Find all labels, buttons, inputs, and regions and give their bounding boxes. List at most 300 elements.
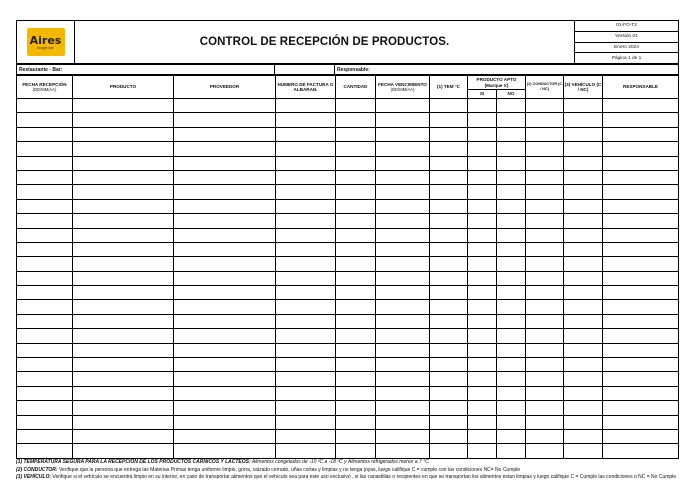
entry-cell[interactable] — [603, 300, 679, 314]
entry-cell[interactable] — [526, 257, 564, 271]
entry-cell[interactable] — [73, 99, 174, 113]
entry-cell[interactable] — [497, 113, 526, 127]
entry-cell[interactable] — [526, 271, 564, 285]
entry-cell[interactable] — [73, 286, 174, 300]
entry-cell[interactable] — [174, 286, 276, 300]
entry-cell[interactable] — [497, 329, 526, 343]
entry-cell[interactable] — [73, 228, 174, 242]
entry-cell[interactable] — [603, 242, 679, 256]
entry-cell[interactable] — [17, 185, 73, 199]
entry-cell[interactable] — [276, 329, 336, 343]
entry-cell[interactable] — [430, 343, 468, 357]
entry-cell[interactable] — [564, 257, 603, 271]
entry-cell[interactable] — [526, 444, 564, 458]
entry-cell[interactable] — [430, 314, 468, 328]
entry-cell[interactable] — [603, 343, 679, 357]
entry-cell[interactable] — [564, 271, 603, 285]
entry-cell[interactable] — [564, 401, 603, 415]
entry-cell[interactable] — [376, 142, 430, 156]
entry-cell[interactable] — [497, 415, 526, 429]
entry-cell[interactable] — [564, 372, 603, 386]
entry-cell[interactable] — [430, 99, 468, 113]
entry-cell[interactable] — [17, 170, 73, 184]
entry-cell[interactable] — [376, 343, 430, 357]
entry-cell[interactable] — [276, 156, 336, 170]
entry-cell[interactable] — [376, 415, 430, 429]
entry-cell[interactable] — [430, 257, 468, 271]
entry-cell[interactable] — [497, 199, 526, 213]
entry-cell[interactable] — [603, 127, 679, 141]
entry-cell[interactable] — [276, 343, 336, 357]
entry-cell[interactable] — [430, 156, 468, 170]
entry-cell[interactable] — [336, 214, 376, 228]
entry-cell[interactable] — [174, 257, 276, 271]
entry-cell[interactable] — [376, 214, 430, 228]
entry-cell[interactable] — [276, 415, 336, 429]
entry-cell[interactable] — [174, 429, 276, 443]
entry-cell[interactable] — [603, 286, 679, 300]
entry-cell[interactable] — [376, 170, 430, 184]
entry-cell[interactable] — [17, 99, 73, 113]
entry-cell[interactable] — [603, 228, 679, 242]
entry-cell[interactable] — [603, 214, 679, 228]
entry-cell[interactable] — [276, 170, 336, 184]
entry-cell[interactable] — [174, 386, 276, 400]
entry-cell[interactable] — [468, 113, 497, 127]
entry-cell[interactable] — [603, 156, 679, 170]
entry-cell[interactable] — [376, 329, 430, 343]
entry-cell[interactable] — [17, 228, 73, 242]
entry-cell[interactable] — [336, 99, 376, 113]
entry-cell[interactable] — [468, 242, 497, 256]
entry-cell[interactable] — [526, 300, 564, 314]
entry-cell[interactable] — [526, 113, 564, 127]
entry-cell[interactable] — [174, 113, 276, 127]
entry-cell[interactable] — [564, 170, 603, 184]
entry-cell[interactable] — [468, 185, 497, 199]
entry-cell[interactable] — [336, 185, 376, 199]
entry-cell[interactable] — [336, 286, 376, 300]
entry-cell[interactable] — [497, 142, 526, 156]
entry-cell[interactable] — [336, 199, 376, 213]
entry-cell[interactable] — [497, 358, 526, 372]
entry-cell[interactable] — [468, 257, 497, 271]
entry-cell[interactable] — [526, 99, 564, 113]
entry-cell[interactable] — [376, 257, 430, 271]
entry-cell[interactable] — [497, 257, 526, 271]
entry-cell[interactable] — [336, 358, 376, 372]
entry-cell[interactable] — [468, 314, 497, 328]
entry-cell[interactable] — [430, 170, 468, 184]
entry-cell[interactable] — [526, 314, 564, 328]
entry-cell[interactable] — [526, 214, 564, 228]
entry-cell[interactable] — [17, 113, 73, 127]
entry-cell[interactable] — [603, 329, 679, 343]
entry-cell[interactable] — [564, 429, 603, 443]
entry-cell[interactable] — [174, 156, 276, 170]
entry-cell[interactable] — [174, 214, 276, 228]
entry-cell[interactable] — [276, 401, 336, 415]
entry-cell[interactable] — [526, 185, 564, 199]
entry-cell[interactable] — [17, 271, 73, 285]
entry-cell[interactable] — [564, 329, 603, 343]
entry-cell[interactable] — [17, 242, 73, 256]
entry-cell[interactable] — [497, 286, 526, 300]
entry-cell[interactable] — [526, 142, 564, 156]
entry-cell[interactable] — [564, 142, 603, 156]
entry-cell[interactable] — [430, 372, 468, 386]
entry-cell[interactable] — [73, 358, 174, 372]
entry-cell[interactable] — [603, 358, 679, 372]
entry-cell[interactable] — [526, 156, 564, 170]
entry-cell[interactable] — [276, 228, 336, 242]
entry-cell[interactable] — [526, 358, 564, 372]
entry-cell[interactable] — [336, 314, 376, 328]
entry-cell[interactable] — [526, 372, 564, 386]
entry-cell[interactable] — [336, 257, 376, 271]
entry-cell[interactable] — [276, 314, 336, 328]
entry-cell[interactable] — [276, 113, 336, 127]
entry-cell[interactable] — [564, 415, 603, 429]
entry-cell[interactable] — [497, 99, 526, 113]
entry-cell[interactable] — [376, 185, 430, 199]
entry-cell[interactable] — [17, 444, 73, 458]
entry-cell[interactable] — [564, 358, 603, 372]
entry-cell[interactable] — [376, 401, 430, 415]
entry-cell[interactable] — [603, 142, 679, 156]
entry-cell[interactable] — [276, 271, 336, 285]
entry-cell[interactable] — [376, 358, 430, 372]
entry-cell[interactable] — [336, 386, 376, 400]
entry-cell[interactable] — [17, 415, 73, 429]
entry-cell[interactable] — [73, 127, 174, 141]
entry-cell[interactable] — [17, 199, 73, 213]
entry-cell[interactable] — [564, 228, 603, 242]
entry-cell[interactable] — [468, 142, 497, 156]
entry-cell[interactable] — [603, 113, 679, 127]
entry-cell[interactable] — [73, 386, 174, 400]
entry-cell[interactable] — [276, 142, 336, 156]
entry-cell[interactable] — [497, 185, 526, 199]
entry-cell[interactable] — [603, 271, 679, 285]
entry-cell[interactable] — [468, 99, 497, 113]
entry-cell[interactable] — [468, 300, 497, 314]
entry-cell[interactable] — [73, 329, 174, 343]
entry-cell[interactable] — [497, 401, 526, 415]
entry-cell[interactable] — [497, 170, 526, 184]
entry-cell[interactable] — [468, 415, 497, 429]
entry-cell[interactable] — [564, 386, 603, 400]
entry-cell[interactable] — [17, 401, 73, 415]
entry-cell[interactable] — [73, 300, 174, 314]
entry-cell[interactable] — [174, 358, 276, 372]
entry-cell[interactable] — [174, 185, 276, 199]
entry-cell[interactable] — [174, 142, 276, 156]
entry-cell[interactable] — [468, 156, 497, 170]
entry-cell[interactable] — [276, 429, 336, 443]
entry-cell[interactable] — [276, 386, 336, 400]
entry-cell[interactable] — [497, 127, 526, 141]
entry-cell[interactable] — [73, 142, 174, 156]
entry-cell[interactable] — [430, 242, 468, 256]
entry-cell[interactable] — [564, 185, 603, 199]
entry-cell[interactable] — [497, 343, 526, 357]
entry-cell[interactable] — [564, 314, 603, 328]
entry-cell[interactable] — [497, 214, 526, 228]
entry-cell[interactable] — [276, 300, 336, 314]
entry-cell[interactable] — [430, 286, 468, 300]
entry-cell[interactable] — [73, 444, 174, 458]
entry-cell[interactable] — [276, 185, 336, 199]
entry-cell[interactable] — [174, 300, 276, 314]
entry-cell[interactable] — [603, 185, 679, 199]
entry-cell[interactable] — [430, 199, 468, 213]
entry-cell[interactable] — [73, 170, 174, 184]
entry-cell[interactable] — [336, 329, 376, 343]
entry-cell[interactable] — [73, 242, 174, 256]
entry-cell[interactable] — [526, 242, 564, 256]
restaurant-field[interactable]: Restaurante - Bar: — [17, 65, 275, 75]
entry-cell[interactable] — [376, 314, 430, 328]
entry-cell[interactable] — [497, 444, 526, 458]
entry-cell[interactable] — [526, 286, 564, 300]
entry-cell[interactable] — [603, 372, 679, 386]
entry-cell[interactable] — [376, 429, 430, 443]
entry-cell[interactable] — [603, 401, 679, 415]
entry-cell[interactable] — [376, 372, 430, 386]
entry-cell[interactable] — [497, 242, 526, 256]
entry-cell[interactable] — [497, 429, 526, 443]
entry-cell[interactable] — [468, 214, 497, 228]
entry-cell[interactable] — [73, 415, 174, 429]
entry-cell[interactable] — [73, 257, 174, 271]
entry-cell[interactable] — [174, 444, 276, 458]
entry-cell[interactable] — [376, 99, 430, 113]
entry-cell[interactable] — [336, 242, 376, 256]
entry-cell[interactable] — [430, 329, 468, 343]
entry-cell[interactable] — [430, 142, 468, 156]
entry-cell[interactable] — [603, 99, 679, 113]
entry-cell[interactable] — [497, 228, 526, 242]
entry-cell[interactable] — [603, 386, 679, 400]
entry-cell[interactable] — [468, 228, 497, 242]
entry-cell[interactable] — [174, 170, 276, 184]
entry-cell[interactable] — [526, 401, 564, 415]
entry-cell[interactable] — [73, 199, 174, 213]
entry-cell[interactable] — [526, 343, 564, 357]
entry-cell[interactable] — [174, 199, 276, 213]
entry-cell[interactable] — [526, 329, 564, 343]
entry-cell[interactable] — [526, 170, 564, 184]
entry-cell[interactable] — [564, 214, 603, 228]
entry-cell[interactable] — [564, 113, 603, 127]
entry-cell[interactable] — [603, 444, 679, 458]
entry-cell[interactable] — [468, 429, 497, 443]
entry-cell[interactable] — [526, 127, 564, 141]
entry-cell[interactable] — [376, 386, 430, 400]
entry-cell[interactable] — [430, 300, 468, 314]
entry-cell[interactable] — [497, 372, 526, 386]
entry-cell[interactable] — [174, 99, 276, 113]
entry-cell[interactable] — [276, 99, 336, 113]
entry-cell[interactable] — [276, 242, 336, 256]
entry-cell[interactable] — [276, 257, 336, 271]
entry-cell[interactable] — [174, 314, 276, 328]
entry-cell[interactable] — [174, 343, 276, 357]
entry-cell[interactable] — [336, 228, 376, 242]
entry-cell[interactable] — [468, 286, 497, 300]
entry-cell[interactable] — [497, 156, 526, 170]
entry-cell[interactable] — [564, 286, 603, 300]
entry-cell[interactable] — [376, 199, 430, 213]
entry-cell[interactable] — [276, 214, 336, 228]
entry-cell[interactable] — [336, 429, 376, 443]
entry-cell[interactable] — [430, 429, 468, 443]
entry-cell[interactable] — [276, 372, 336, 386]
entry-cell[interactable] — [276, 127, 336, 141]
entry-cell[interactable] — [376, 286, 430, 300]
entry-cell[interactable] — [497, 314, 526, 328]
entry-cell[interactable] — [430, 401, 468, 415]
entry-cell[interactable] — [430, 214, 468, 228]
entry-cell[interactable] — [376, 127, 430, 141]
entry-cell[interactable] — [17, 142, 73, 156]
entry-cell[interactable] — [17, 156, 73, 170]
entry-cell[interactable] — [497, 300, 526, 314]
entry-cell[interactable] — [526, 429, 564, 443]
entry-cell[interactable] — [73, 214, 174, 228]
entry-cell[interactable] — [564, 300, 603, 314]
responsible-field[interactable]: Responsable: — [335, 65, 679, 75]
entry-cell[interactable] — [17, 214, 73, 228]
entry-cell[interactable] — [430, 415, 468, 429]
entry-cell[interactable] — [276, 444, 336, 458]
entry-cell[interactable] — [336, 127, 376, 141]
entry-cell[interactable] — [73, 372, 174, 386]
entry-cell[interactable] — [603, 257, 679, 271]
entry-cell[interactable] — [174, 271, 276, 285]
entry-cell[interactable] — [468, 199, 497, 213]
entry-cell[interactable] — [376, 271, 430, 285]
entry-cell[interactable] — [336, 401, 376, 415]
entry-cell[interactable] — [526, 386, 564, 400]
entry-cell[interactable] — [468, 358, 497, 372]
entry-cell[interactable] — [526, 415, 564, 429]
entry-cell[interactable] — [376, 156, 430, 170]
entry-cell[interactable] — [73, 429, 174, 443]
entry-cell[interactable] — [336, 113, 376, 127]
entry-cell[interactable] — [468, 170, 497, 184]
entry-cell[interactable] — [73, 185, 174, 199]
entry-cell[interactable] — [468, 444, 497, 458]
entry-cell[interactable] — [17, 314, 73, 328]
entry-cell[interactable] — [17, 329, 73, 343]
entry-cell[interactable] — [468, 343, 497, 357]
entry-cell[interactable] — [336, 156, 376, 170]
entry-cell[interactable] — [174, 242, 276, 256]
entry-cell[interactable] — [276, 286, 336, 300]
entry-cell[interactable] — [603, 314, 679, 328]
entry-cell[interactable] — [73, 401, 174, 415]
entry-cell[interactable] — [603, 199, 679, 213]
entry-cell[interactable] — [174, 415, 276, 429]
entry-cell[interactable] — [17, 429, 73, 443]
entry-cell[interactable] — [336, 300, 376, 314]
entry-cell[interactable] — [336, 415, 376, 429]
entry-cell[interactable] — [376, 444, 430, 458]
entry-cell[interactable] — [564, 343, 603, 357]
entry-cell[interactable] — [376, 228, 430, 242]
entry-cell[interactable] — [430, 358, 468, 372]
entry-cell[interactable] — [564, 127, 603, 141]
entry-cell[interactable] — [468, 401, 497, 415]
entry-cell[interactable] — [336, 343, 376, 357]
entry-cell[interactable] — [336, 444, 376, 458]
entry-cell[interactable] — [603, 415, 679, 429]
entry-cell[interactable] — [17, 372, 73, 386]
entry-cell[interactable] — [526, 199, 564, 213]
entry-cell[interactable] — [17, 386, 73, 400]
entry-cell[interactable] — [526, 228, 564, 242]
entry-cell[interactable] — [468, 386, 497, 400]
entry-cell[interactable] — [336, 372, 376, 386]
entry-cell[interactable] — [497, 386, 526, 400]
entry-cell[interactable] — [430, 127, 468, 141]
entry-cell[interactable] — [174, 372, 276, 386]
entry-cell[interactable] — [17, 343, 73, 357]
entry-cell[interactable] — [73, 113, 174, 127]
entry-cell[interactable] — [336, 271, 376, 285]
entry-cell[interactable] — [276, 199, 336, 213]
entry-cell[interactable] — [17, 286, 73, 300]
entry-cell[interactable] — [468, 372, 497, 386]
entry-cell[interactable] — [564, 99, 603, 113]
entry-cell[interactable] — [376, 242, 430, 256]
entry-cell[interactable] — [564, 156, 603, 170]
entry-cell[interactable] — [174, 329, 276, 343]
entry-cell[interactable] — [603, 429, 679, 443]
entry-cell[interactable] — [468, 329, 497, 343]
entry-cell[interactable] — [430, 228, 468, 242]
entry-cell[interactable] — [430, 444, 468, 458]
entry-cell[interactable] — [17, 127, 73, 141]
entry-cell[interactable] — [430, 185, 468, 199]
entry-cell[interactable] — [468, 271, 497, 285]
entry-cell[interactable] — [174, 127, 276, 141]
entry-cell[interactable] — [430, 271, 468, 285]
entry-cell[interactable] — [174, 228, 276, 242]
entry-cell[interactable] — [73, 156, 174, 170]
entry-cell[interactable] — [564, 199, 603, 213]
entry-cell[interactable] — [564, 444, 603, 458]
entry-cell[interactable] — [276, 358, 336, 372]
entry-cell[interactable] — [73, 314, 174, 328]
entry-cell[interactable] — [17, 300, 73, 314]
entry-cell[interactable] — [174, 401, 276, 415]
entry-cell[interactable] — [73, 343, 174, 357]
entry-cell[interactable] — [336, 170, 376, 184]
entry-cell[interactable] — [430, 386, 468, 400]
entry-cell[interactable] — [564, 242, 603, 256]
entry-cell[interactable] — [468, 127, 497, 141]
entry-cell[interactable] — [376, 113, 430, 127]
entry-cell[interactable] — [603, 170, 679, 184]
entry-cell[interactable] — [376, 300, 430, 314]
entry-cell[interactable] — [17, 257, 73, 271]
entry-cell[interactable] — [336, 142, 376, 156]
entry-cell[interactable] — [497, 271, 526, 285]
entry-cell[interactable] — [73, 271, 174, 285]
